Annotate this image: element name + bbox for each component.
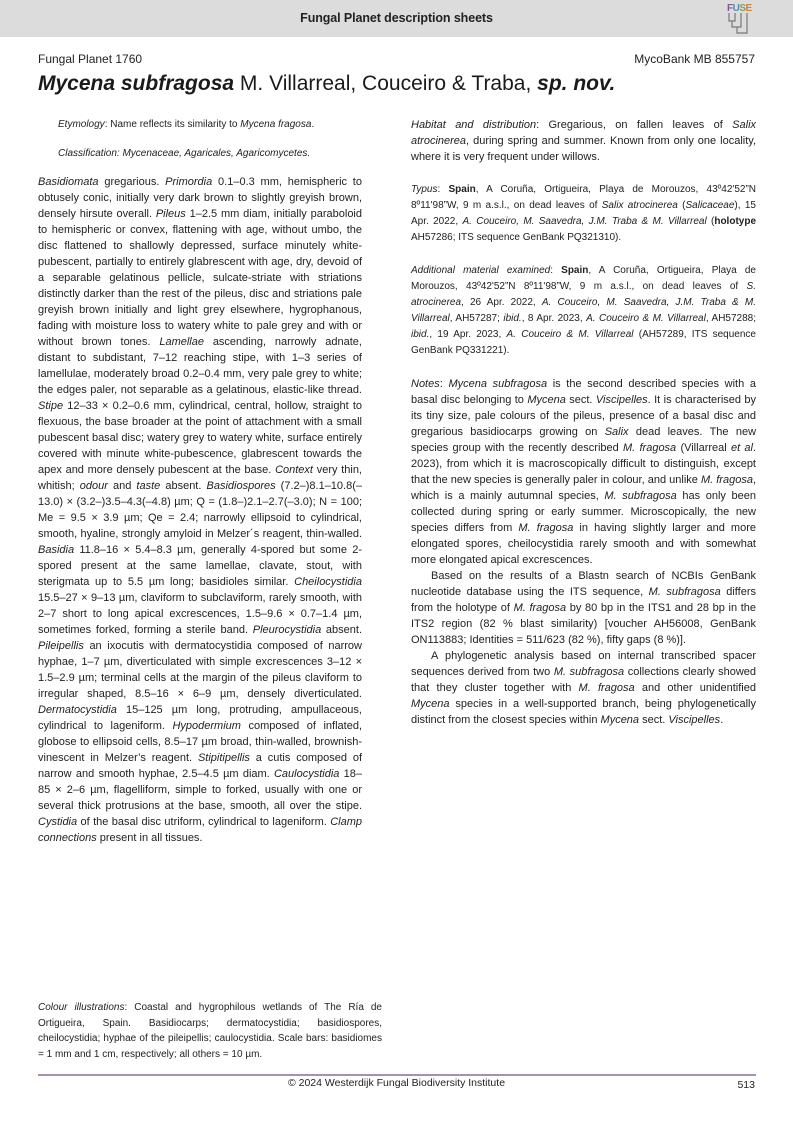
classification: Classification: Mycenaceae, Agaricales, Agaricomycetes. (58, 148, 311, 159)
fuse-tree-logo-icon (727, 13, 755, 35)
fuse-logo-text: FUSE (727, 3, 752, 14)
fuse-logo (727, 3, 757, 33)
right-column (411, 117, 756, 728)
left-column (38, 117, 362, 846)
species-name: Mycena subfragosa (38, 72, 235, 95)
journal-section-title: Fungal Planet description sheets (300, 11, 493, 25)
footer-divider (38, 1074, 756, 1076)
description-paragraph: Basidiomata gregarious. Primordia 0.1–0.3 mm, hemispheric to obtusely conic, initially very dark brown to slightly greyish brown, densely hirsute overall. Pileus 1–2.5 mm diam, initially paraboloid to hemispheric or convex, flattening with age, without umbo, the disc flattened to shallowly depressed, surface minutely white-pubescent, partially to entirely glabrescent with age, dry, devoid of a separable gelatinous pellicle, sulcate-striate with striations distinctly darker than the rest of the pileus, disc and striations pale greyish brown initially and light grey elsewhere, hygrophanous, fading with moisture loss to watery white to pale grey and with or without brown tones. Lamellae ascending, narrowly adnate, distant to subdistant, 7–12 reaching stipe, with 1–3 series of lamellulae, moderately broad 0.2–0.4 mm, very pale grey to white; the edges paler, not separable as a gelatinous, elastic-like thread. Stipe 12–33 × 0.2–0.6 mm, cylindrical, central, hollow, straight to flexuous, the base broader at the point of attachment with a small pubescent basal disc; watery grey to watery white, surface entirely covered with minute white-pubescence, glabrescent towards the apex and more densely pubescent at the base. Context very thin, whitish; odour and taste absent. Basidiospores (7.2–)8.1–10.8(–13.0) × (3.2–)3.5–4.3(–4.8) µm; Q = (1.8–)2.1–2.7(–3.0); N = 100; Me = 9.5 × 3.9 µm; Qe = 2.4; narrowly ellipsoid to cylindrical, smooth, hyaline, strongly amyloid in Melzer´s reagent, thin-walled. Basidia 11.8–16 × 5.4–8.3 µm, generally 4-spored but some 2-spored present at the same lamellae, clavate, stout, with sterigmata up to 5.5 µm long; basidioles similar. Cheilocystidia 15.5–27 × 9–13 µm, claviform to subclaviform, rarely smooth, with 2–7 short to long apical excrescences, 1.5–9.6 × 0.7–1.4 µm, sometimes forked, forming a sterile band. Pleurocystidia absent. Pileipellis an ixocutis with dermatocystidia composed of narrow hyphae, 1–7 µm, diverticulated with simple excrescences 3–12 × 1.5–2.9 µm; terminal cells at the margin of the pileus claviform to irregular shaped, 8.5–16 × 6–9 µm, densely diverticulated. Dermatocystidia 15–125 µm long, protruding, ampullaceous, cylindrical to lageniform. Hypodermium composed of inflated, globose to ellipsoid cells, 8.5–17 µm broad, thin-walled, brownish-vinescent in Melzer’s reagent. Stipitipellis a cutis composed of narrow and smooth hyphae, 2.5–4.5 µm diam. Caulocystidia 18–85 × 2–6 µm, flagelliform, simple to forked, usually with one or several thick protrusions at the base, smooth, all over the stipe. Cystidia of the basal disc utriform, cylindrical to lageniform. Clamp connections present in all tissues. (38, 176, 363, 844)
mycobank-number: MycoBank MB 855757 (634, 52, 755, 66)
notes-paragraph-1: Notes: Mycena subfragosa is the second described species with a basal disc belonging to Mycena sect. Viscipelles. It is characterised by its tiny size, pale colours of the pileus, presence of a basal disc and gregarious basidiocarps growing on Salix dead leaves. The new species group with the recently described M. fragosa (Villarreal et al. 2023), from which it is macroscopically difficult to distinguish, except that the new species is generally paler in colour, and unlike M. fragosa, which is a mainly autumnal species, M. subfragosa has only been collected during spring or early summer. Microscopically, the new species differs from M. fragosa in having slightly larger and more elongated spores, cheilocystidia rarely smooth and with somewhat more elongated apical excrescences. (411, 378, 757, 566)
additional-material-paragraph: Additional material examined: Spain, A Coruña, Ortigueira, Playa de Morouzos, 43º42'52”N 8º11'98”W, 9 m a.s.l., on dead leaves of S. atrocinerea, 26 Apr. 2022, A. Couceiro, M. Saavedra, J.M. Traba & M. Villarreal, AH57287; ibid., 8 Apr. 2023, A. Couceiro & M. Villarreal, AH57288; ibid., 19 Apr. 2023, A. Couceiro & M. Villarreal (AH57289, ITS sequence GenBank PQ331221). (411, 265, 757, 356)
copyright: © 2024 Westerdijk Fungal Biodiversity Institute (287, 1077, 506, 1089)
etymology: Etymology: Name reflects its similarity to Mycena fragosa. (58, 119, 315, 130)
journal-header-bar (0, 0, 793, 37)
caption-text: Colour illustrations: Coastal and hygrophilous wetlands of The Ría de Ortigueira, Spain. Basidiocarps; dermatocystidia; basidiospores, cheilocystidia; hyphae of the pileipellis; caulocystidia. Scale bars: basidiomes = 1 mm and 1 cm, respectively; all others = 10 µm. (38, 1002, 382, 1060)
habitat-paragraph: Habitat and distribution: Gregarious, on fallen leaves of Salix atrocinerea, during spring and summer. Known from only one locality, where it is very frequent under willows. (411, 119, 757, 163)
notes-paragraph-2: Based on the results of a Blastn search of NCBIs GenBank nucleotide database using the ITS sequence, M. subfragosa differs from the holotype of M. fragosa by 80 bp in the ITS1 and 28 bp in the ITS2 region (82 % blast similarity) [voucher AH56008, GenBank ON113883; Identities = 511/623 (82 %), fifty gaps (8 %)]. (411, 570, 757, 646)
typus-paragraph: Typus: Spain, A Coruña, Ortigueira, Playa de Morouzos, 43º42'52”N 8º11'98”W, 9 m a.s.l., on dead leaves of Salix atrocinerea (Salicaceae), 15 Apr. 2022, A. Couceiro, M. Saavedra, J.M. Traba & M. Villarreal (holotype AH57286; ITS sequence GenBank PQ321310). (411, 184, 757, 243)
page-number: 513 (737, 1079, 755, 1091)
colour-illustrations-caption (38, 1000, 382, 1062)
species-status: sp. nov. (537, 72, 616, 95)
species-title (38, 72, 615, 96)
fungal-planet-number: Fungal Planet 1760 (38, 52, 143, 66)
notes-paragraph-3: A phylogenetic analysis based on internal transcribed spacer sequences derived from two M. subfragosa collections clearly showed that they cluster together with M. fragosa and other unidentified Mycena species in a well-supported branch, being phylogenetically distinct from the closest species within Mycena sect. Viscipelles. (411, 650, 756, 726)
species-authors: M. Villarreal, Couceiro & Traba, (234, 72, 538, 95)
